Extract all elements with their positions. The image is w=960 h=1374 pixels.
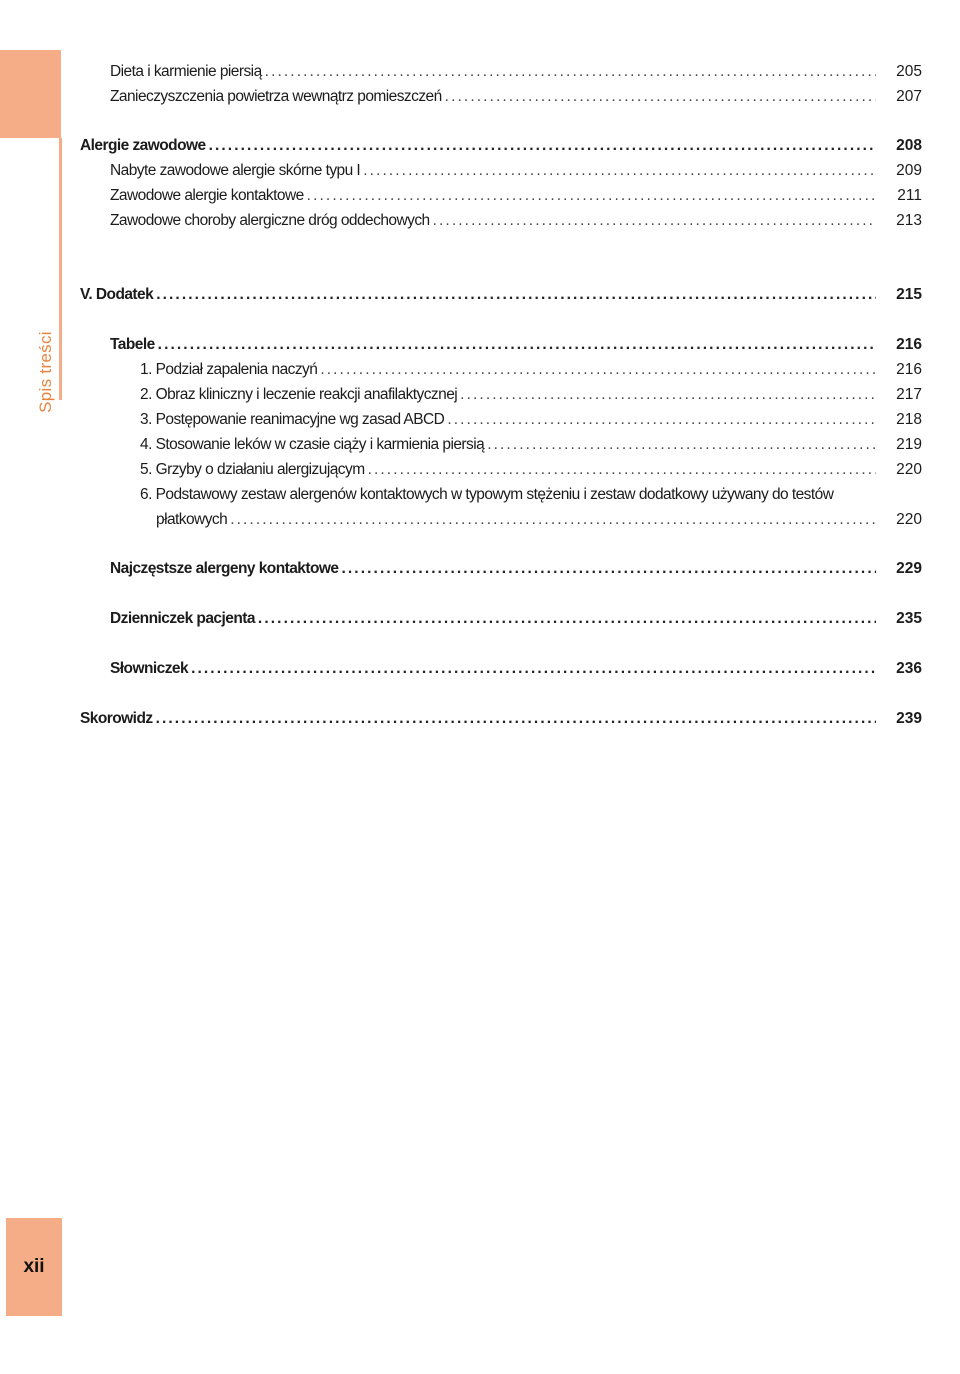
toc-entry-page: 205 bbox=[896, 63, 922, 80]
leader-dots bbox=[230, 509, 876, 531]
toc-entry-title: 2. Obraz kliniczny i leczenie reakcji anafilaktycznej bbox=[140, 386, 458, 403]
toc-part-entry[interactable] bbox=[80, 708, 922, 730]
leader-dots bbox=[447, 409, 876, 431]
toc-entry[interactable] bbox=[110, 210, 922, 232]
leader-dots bbox=[445, 86, 876, 108]
section-tab-marker bbox=[0, 50, 61, 138]
toc-entry-page: 208 bbox=[896, 137, 922, 154]
toc-entry-title[interactable]: 6. Podstawowy zestaw alergenów kontaktowych w typowym stężeniu i zestaw dodatkowy używany do testów bbox=[140, 486, 834, 503]
toc-entry-page: 235 bbox=[896, 610, 922, 627]
toc-entry-page: 207 bbox=[896, 88, 922, 105]
toc-entry-page: 211 bbox=[897, 187, 922, 204]
toc-entry[interactable] bbox=[140, 359, 922, 381]
toc-entry-page: 218 bbox=[896, 411, 922, 428]
toc-entry-title: Skorowidz bbox=[80, 710, 153, 727]
toc-entry-page: 236 bbox=[896, 660, 922, 677]
toc-entry-title: 5. Grzyby o działaniu alergizującym bbox=[140, 461, 365, 478]
section-tab-line bbox=[59, 138, 62, 400]
toc-entry-title: Nabyte zawodowe alergie skórne typu I bbox=[110, 162, 361, 179]
toc-entry[interactable] bbox=[140, 409, 922, 431]
side-section-label: Spis treści bbox=[36, 331, 55, 413]
toc-entry-title: Alergie zawodowe bbox=[80, 137, 206, 154]
toc-entry[interactable] bbox=[110, 86, 922, 108]
toc-entry-page: 220 bbox=[896, 461, 922, 478]
toc-entry-continuation[interactable] bbox=[156, 509, 922, 531]
toc-part-entry[interactable] bbox=[80, 284, 922, 306]
leader-dots bbox=[307, 185, 876, 207]
leader-dots bbox=[209, 135, 876, 157]
toc-section-entry[interactable] bbox=[110, 658, 922, 680]
toc-entry-title: Dzienniczek pacjenta bbox=[110, 610, 255, 627]
leader-dots bbox=[368, 459, 876, 481]
leader-dots bbox=[191, 658, 876, 680]
toc-section-entry[interactable] bbox=[80, 135, 922, 157]
leader-dots bbox=[433, 210, 876, 232]
toc-entry-page: 215 bbox=[896, 286, 922, 303]
leader-dots bbox=[460, 384, 876, 406]
toc-entry[interactable] bbox=[140, 384, 922, 406]
toc-entry-title: Zawodowe choroby alergiczne dróg oddechowych bbox=[110, 212, 430, 229]
toc-entry-page: 216 bbox=[896, 336, 922, 353]
toc-entry-page: 220 bbox=[896, 511, 922, 528]
toc-entry[interactable] bbox=[110, 160, 922, 182]
leader-dots bbox=[341, 558, 876, 580]
toc-entry-title: V. Dodatek bbox=[80, 286, 154, 303]
toc-entry[interactable] bbox=[140, 459, 922, 481]
leader-dots bbox=[156, 708, 876, 730]
leader-dots bbox=[156, 284, 876, 306]
toc-entry-page: 239 bbox=[896, 710, 922, 727]
toc-entry-title: Dieta i karmienie piersią bbox=[110, 63, 262, 80]
leader-dots bbox=[320, 359, 876, 381]
toc-entry[interactable] bbox=[110, 185, 922, 207]
leader-dots bbox=[363, 160, 876, 182]
toc-entry-title: 1. Podział zapalenia naczyń bbox=[140, 361, 318, 378]
toc-entry-page: 209 bbox=[896, 162, 922, 179]
toc-entry-page: 213 bbox=[896, 212, 922, 229]
toc-entry-title-continuation: płatkowych bbox=[156, 511, 228, 528]
page-number: xii bbox=[23, 1256, 45, 1277]
toc-entry-title: Słowniczek bbox=[110, 660, 189, 677]
toc-entry-page: 216 bbox=[896, 361, 922, 378]
toc-entry[interactable] bbox=[140, 434, 922, 456]
leader-dots bbox=[258, 608, 876, 630]
toc-entry-title: Tabele bbox=[110, 336, 155, 353]
toc-entry-title: Najczęstsze alergeny kontaktowe bbox=[110, 560, 339, 577]
toc-entry-title: Zawodowe alergie kontaktowe bbox=[110, 187, 304, 204]
toc-section-entry[interactable] bbox=[110, 334, 922, 356]
toc-section-entry[interactable] bbox=[110, 558, 922, 580]
toc-entry-title: 4. Stosowanie leków w czasie ciąży i karmienia piersią bbox=[140, 436, 485, 453]
toc-entry-page: 229 bbox=[896, 560, 922, 577]
toc-entry[interactable] bbox=[110, 61, 922, 83]
toc-entry-page: 217 bbox=[896, 386, 922, 403]
leader-dots bbox=[158, 334, 876, 356]
leader-dots bbox=[265, 61, 876, 83]
toc-entry-title: 3. Postępowanie reanimacyjne wg zasad ABCD bbox=[140, 411, 445, 428]
toc-section-entry[interactable] bbox=[110, 608, 922, 630]
toc-entry-page: 219 bbox=[896, 436, 922, 453]
leader-dots bbox=[487, 434, 876, 456]
toc-entry-title: Zanieczyszczenia powietrza wewnątrz pomieszczeń bbox=[110, 88, 442, 105]
